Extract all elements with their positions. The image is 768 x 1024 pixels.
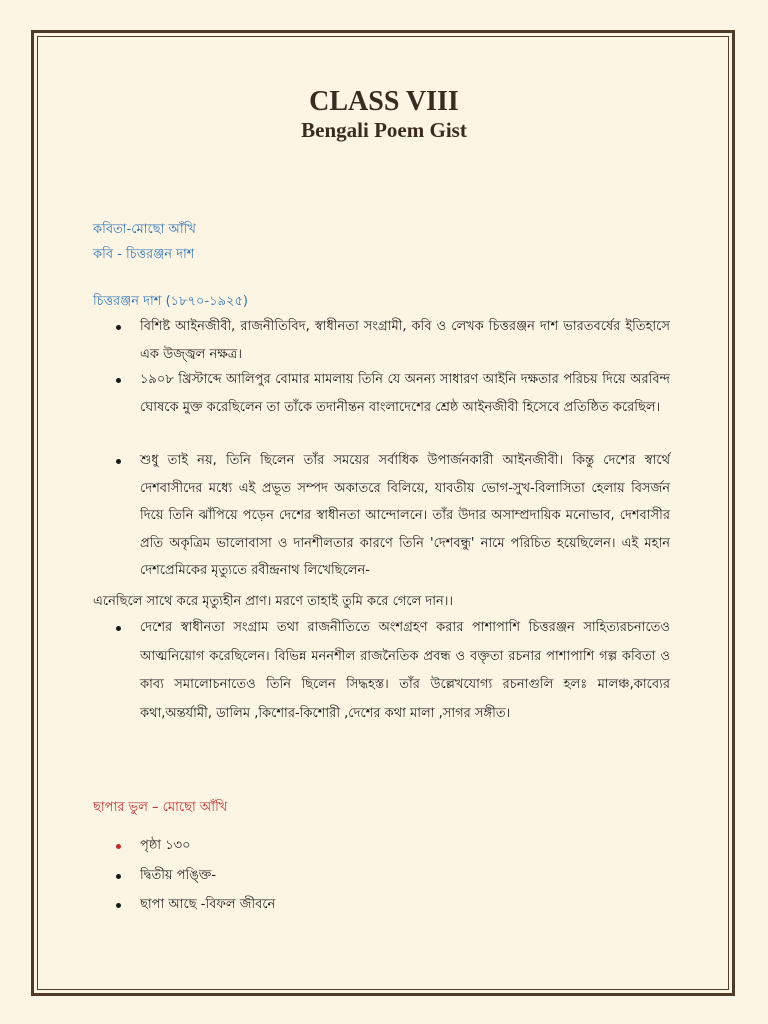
errata-item: ছাপা আছে -বিফল জীবনে	[140, 897, 276, 912]
bullet-icon	[116, 874, 121, 879]
errata-item: পৃষ্ঠা ১৩০	[140, 838, 191, 853]
poem-title: কবিতা-মোছো আঁখি	[93, 222, 196, 237]
errata-item: দ্বিতীয় পঙ্ক্তি-	[140, 868, 217, 883]
bullet-icon	[116, 459, 121, 464]
bullet-text: ১৯০৮ খ্রিস্টাব্দে আলিপুর বোমার মামলায় তিনি যে অনন্য সাধারণ আইনি দক্ষতার পরিচয় দিয়ে অরবিন্দ ঘোষকে মুক্ত করেছিলেন তা তাঁকে তদানীন্তন বাংলাদেশের শ্রেষ্ঠ আইনজীবী হিসেবে প্রতিষ্ঠিত করেছিল।	[140, 372, 670, 415]
bullet-icon	[116, 378, 121, 383]
bio-heading: চিত্তরঞ্জন দাশ (১৮৭০-১৯২৫)	[93, 294, 248, 309]
bullet-icon	[116, 903, 121, 908]
bullet-icon	[116, 626, 121, 631]
page-title: CLASS VIII	[309, 86, 459, 117]
poet-line: কবি - চিত্তরঞ্জন দাশ	[93, 247, 195, 262]
tagore-quote: এনেছিলে সাথে করে মৃত্যুহীন প্রাণ। মরণে তাহাই তুমি করে গেলে দান।।	[93, 594, 454, 609]
bullet-icon	[116, 844, 121, 849]
bullet-text: দেশের স্বাধীনতা সংগ্রাম তথা রাজনীতিতে অংশগ্রহণ করার পাশাপাশি চিত্তরঞ্জন সাহিত্যরচনাতেও আত্মনিয়োগ করেছিলেন। বিভিন্ন মননশীল রাজনৈতিক প্রবন্ধ ও বক্তৃতা রচনার পাশাপাশি গল্প কবিতা ও কাব্য সমালোচনাতেও তিনি ছিলেন সিদ্ধহস্ত। তাঁর উল্লেখযোগ্য রচনাগুলি হলঃ মালঞ্চ,কাব্যের কথা,অন্তর্যামী, ডালিম ,কিশোর-কিশোরী ,দেশের কথা মালা ,সাগর সঙ্গীত।	[140, 620, 670, 721]
page-subtitle: Bengali Poem Gist	[301, 118, 467, 142]
bullet-icon	[116, 325, 121, 330]
errata-heading: ছাপার ভুল – মোছো আঁখি	[93, 800, 228, 815]
bullet-text: শুধু তাই নয়, তিনি ছিলেন তাঁর সময়ের সর্বাধিক উপার্জনকারী আইনজীবী। কিন্তু দেশের স্বার্থে দেশবাসীদের মধ্যে এই প্রভূত সম্পদ অকাতরে বিলিয়ে, যাবতীয় ভোগ-সুখ-বিলাসিতা হেলায় বিসর্জন দিয়ে তিনি ঝাঁপিয়ে পড়েন দেশের স্বাধীনতা আন্দোলনে। তাঁর উদার অসাম্প্রদায়িক মনোভাব, দেশবাসীর প্রতি অকৃত্রিম ভালোবাসা ও দানশীলতার কারণে তিনি 'দেশবন্ধু' নামে পরিচিত হয়েছিলেন। এই মহান দেশপ্রেমিকের মৃত্যুতে রবীন্দ্রনাথ লিখেছিলেন-	[140, 453, 670, 578]
bullet-text: বিশিষ্ট আইনজীবী, রাজনীতিবিদ, স্বাধীনতা সংগ্রামী, কবি ও লেখক চিত্তরঞ্জন দাশ ভারতবর্ষের ইতিহাসে এক উজ্জ্বল নক্ষত্র।	[140, 319, 670, 362]
